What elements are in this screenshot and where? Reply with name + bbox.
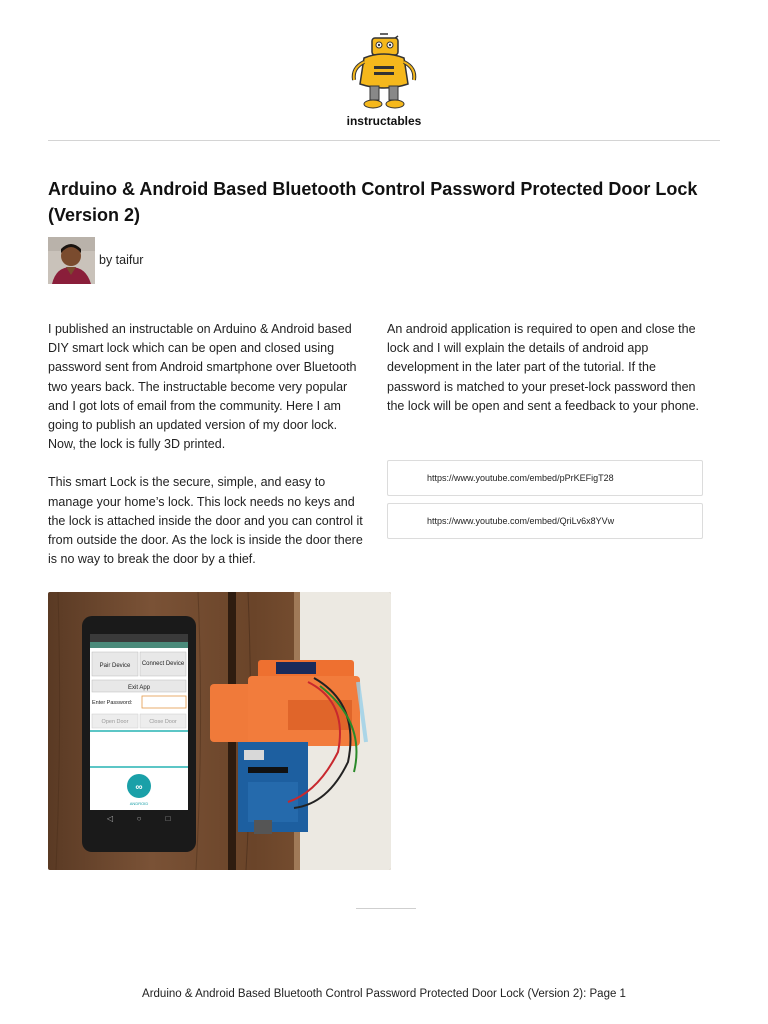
page-footer: Arduino & Android Based Bluetooth Control Password Protected Door Lock (Version 2): Page 1 [142, 988, 626, 1000]
video-embed-link[interactable]: https://www.youtube.com/embed/pPrKEFigT28 [387, 460, 703, 496]
left-column [48, 320, 363, 588]
article-title: Arduino & Android Based Bluetooth Control Password Protected Door Lock (Version 2) [48, 179, 698, 225]
brand-name: instructables [346, 114, 422, 128]
paragraph: This smart Lock is the secure, simple, and easy to manage your home’s lock. This lock needs no keys and the lock is attached inside the door and you can control it from outside the door. As the lock is inside the door there is no way to break the door by a thief. [48, 475, 363, 567]
instructables-robot-logo [344, 28, 424, 112]
svg-text:○: ○ [136, 814, 142, 823]
phone-open-door: Open Door [101, 719, 129, 725]
paragraph: I published an instructable on Arduino & Android based DIY smart lock which can be open and closed using password sent from Android smartphone over Bluetooth two years back. The instructable become very popular and I got lots of email from the community. Here I am going to publish an updated version of my door lock. Now, the lock is fully 3D printed. [48, 322, 357, 452]
site-header [0, 28, 768, 128]
header-divider [48, 140, 720, 141]
footer-divider [356, 908, 416, 909]
paragraph: An android application is required to open and close the lock and I will explain the details of android app development in the later part of the tutorial. If the password is matched to your preset-lock password then the lock will be open and sent a feedback to your phone. [387, 322, 700, 413]
video-embed-link[interactable]: https://www.youtube.com/embed/QriLv6x8YVw [387, 503, 703, 539]
right-column [387, 320, 707, 435]
phone-app-logo-text: ANDROID [129, 801, 149, 806]
phone-connect-device: Connect Device [141, 661, 185, 667]
phone-close-door: Close Door [149, 719, 177, 725]
phone-enter-password: Enter Password: [92, 700, 133, 706]
svg-text:◁: ◁ [106, 814, 114, 823]
svg-text:∞: ∞ [135, 782, 143, 793]
author-byline: by taifur [99, 253, 144, 267]
author-avatar [48, 237, 95, 284]
phone-pair-device: Pair Device [99, 663, 131, 669]
phone-exit-app: Exit App [127, 685, 151, 691]
svg-text:□: □ [165, 814, 171, 823]
project-photo [48, 592, 391, 870]
